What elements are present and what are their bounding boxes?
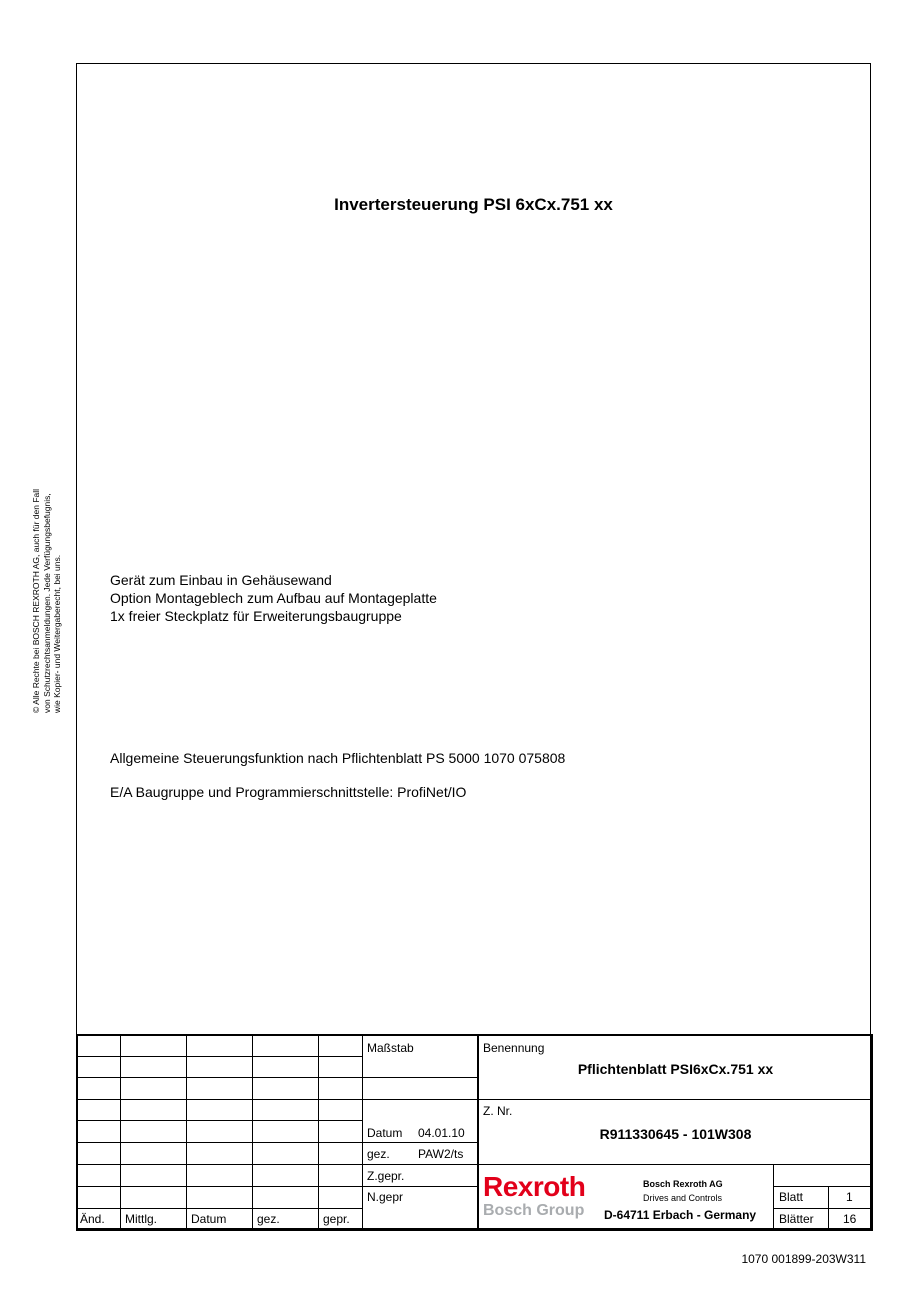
io-note-text: E/A Baugruppe und Programmierschnittstelle: ProfiNet/IO: [110, 784, 467, 800]
company-name: Bosch Rexroth AG: [643, 1179, 723, 1189]
massstab-label: Maßstab: [367, 1041, 414, 1055]
gez-value: PAW2/ts: [418, 1147, 464, 1161]
grid-line: [76, 1164, 478, 1165]
feature-list: [110, 571, 437, 625]
grid-line: [76, 1056, 362, 1057]
company-address: D-64711 Erbach - Germany: [604, 1208, 757, 1222]
grid-line: [362, 1034, 363, 1231]
grid-line: [478, 1164, 873, 1165]
grid-line: [76, 1099, 478, 1100]
document-number: 1070 001899-203W311: [741, 1252, 866, 1266]
copyright-line: von Schutzrechtsanmeldungen. Jede Verfügungsbefugnis,: [41, 493, 52, 713]
grid-line: [120, 1034, 121, 1231]
header-aend: Änd.: [80, 1212, 105, 1226]
znr-label: Z. Nr.: [483, 1104, 513, 1118]
division-name: Drives and Controls: [643, 1193, 723, 1203]
datum-label: Datum: [367, 1126, 403, 1140]
document-title: Invertersteuerung PSI 6xCx.751 xx: [334, 195, 613, 214]
benennung-value: Pflichtenblatt PSI6xCx.751 xx: [577, 1061, 774, 1077]
feature-item: Option Montageblech zum Aufbau auf Montageplatte: [110, 590, 437, 606]
bosch-group-logo: Bosch Group: [483, 1202, 585, 1219]
blatt-value: 1: [846, 1190, 853, 1204]
datum-value: 04.01.10: [418, 1126, 465, 1140]
blatt-label: Blatt: [779, 1190, 804, 1204]
zgepr-label: Z.gepr.: [367, 1169, 405, 1183]
grid-line: [828, 1186, 829, 1231]
copyright-line: © Alle Rechte bei BOSCH REXROTH AG, auch für den Fall: [31, 488, 41, 713]
grid-line: [76, 1208, 362, 1209]
header-datum: Datum: [191, 1212, 227, 1226]
function-note: [110, 749, 565, 767]
grid-line: [318, 1034, 319, 1231]
copyright-line: wie Kopier- und Weitergaberecht, bei uns.: [52, 554, 62, 713]
grid-line: [252, 1034, 253, 1231]
feature-item: Gerät zum Einbau in Gehäusewand: [110, 572, 332, 588]
grid-line: [76, 1120, 362, 1121]
header-gez: gez.: [257, 1212, 280, 1226]
header-gepr: gepr.: [323, 1212, 350, 1226]
blaetter-value: 16: [843, 1212, 857, 1226]
function-note-text: Allgemeine Steuerungsfunktion nach Pflichtenblatt PS 5000 1070 075808: [110, 750, 566, 766]
copyright-notice: [31, 489, 63, 713]
blaetter-label: Blätter: [779, 1212, 814, 1226]
znr-value: R911330645 - 101W308: [599, 1126, 752, 1142]
grid-line: [773, 1164, 774, 1231]
grid-line: [76, 1186, 478, 1187]
grid-line: [76, 1142, 478, 1143]
grid-line: [186, 1034, 187, 1231]
io-note: [110, 783, 466, 801]
grid-line: [76, 1077, 478, 1078]
grid-line: [478, 1099, 873, 1100]
ngepr-label: N.gepr: [367, 1190, 404, 1204]
feature-item: 1x freier Steckplatz für Erweiterungsbaugruppe: [110, 608, 402, 624]
rexroth-logo: Rexroth: [483, 1171, 586, 1202]
benennung-label: Benennung: [483, 1041, 545, 1055]
grid-line: [773, 1186, 873, 1187]
grid-line: [773, 1208, 873, 1209]
header-mittlg: Mittlg.: [125, 1212, 158, 1226]
gez-label: gez.: [367, 1147, 390, 1161]
